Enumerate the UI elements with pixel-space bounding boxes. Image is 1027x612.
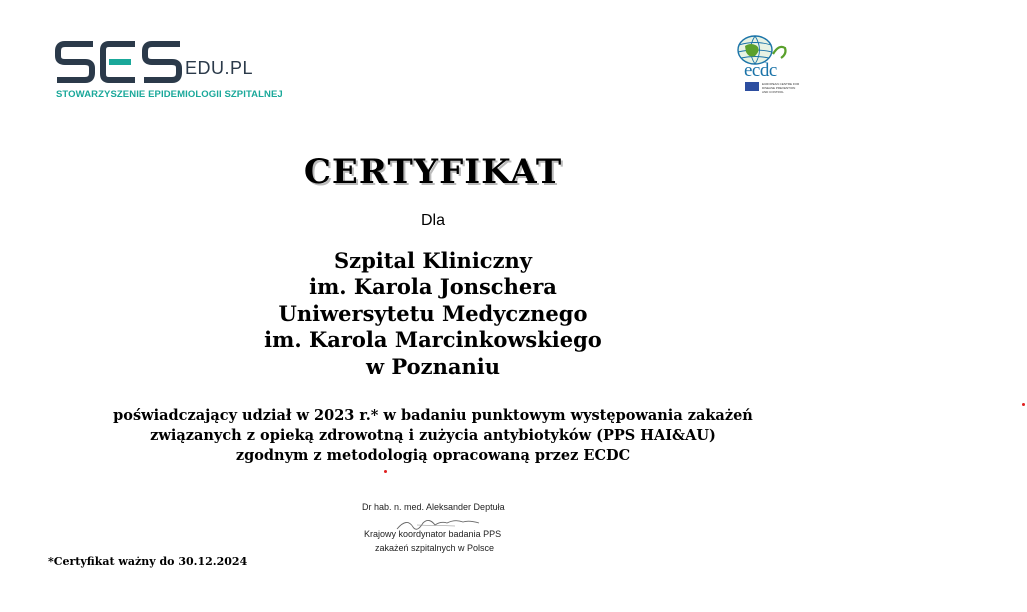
statement-line: zgodnym z metodologią opracowaną przez ECDC (235, 447, 631, 464)
ses-subtitle: STOWARZYSZENIE EPIDEMIOLOGII SZPITALNEJ (56, 89, 283, 100)
signatory-role: zakażeń szpitalnych w Polsce (375, 543, 495, 553)
ses-logo-mark (55, 40, 185, 84)
statement-line: związanych z opieką zdrowotną i zużycia antybiotyków (PPS HAI&AU) (150, 427, 716, 444)
recipient-line: im. Karola Marcinkowskiego (264, 327, 602, 352)
for-label: Dla (420, 212, 445, 229)
recipient-line: w Poznaniu (366, 354, 500, 379)
ecdc-subline: EUROPEAN CENTRE FOR (762, 82, 800, 86)
signatory-role: Krajowy koordynator badania PPS (364, 529, 502, 539)
certificate-title: CERTYFIKAT (303, 152, 563, 192)
eu-flag-icon (745, 82, 759, 91)
statement-line: poświadczający udział w 2023 r.* w badaniu punktowym występowania zakażeń (113, 407, 753, 424)
red-dot (384, 470, 387, 473)
ecdc-wordmark: ecdc (744, 60, 777, 81)
recipient-line: Uniwersytetu Medycznego (278, 301, 588, 326)
red-dot (1022, 403, 1025, 406)
ecdc-subline: DISEASE PREVENTION (762, 86, 796, 90)
ecdc-logo (733, 34, 805, 96)
ecdc-subline: AND CONTROL (762, 90, 784, 94)
signatory-name: Dr hab. n. med. Aleksander Deptuła (362, 502, 505, 512)
recipient-line: Szpital Kliniczny (334, 248, 532, 273)
validity-note: *Certyfikat ważny do 30.12.2024 (48, 555, 248, 568)
recipient-line: im. Karola Jonschera (309, 274, 557, 299)
ses-logo (55, 40, 283, 102)
ses-edu-text: EDU.PL (185, 58, 254, 78)
